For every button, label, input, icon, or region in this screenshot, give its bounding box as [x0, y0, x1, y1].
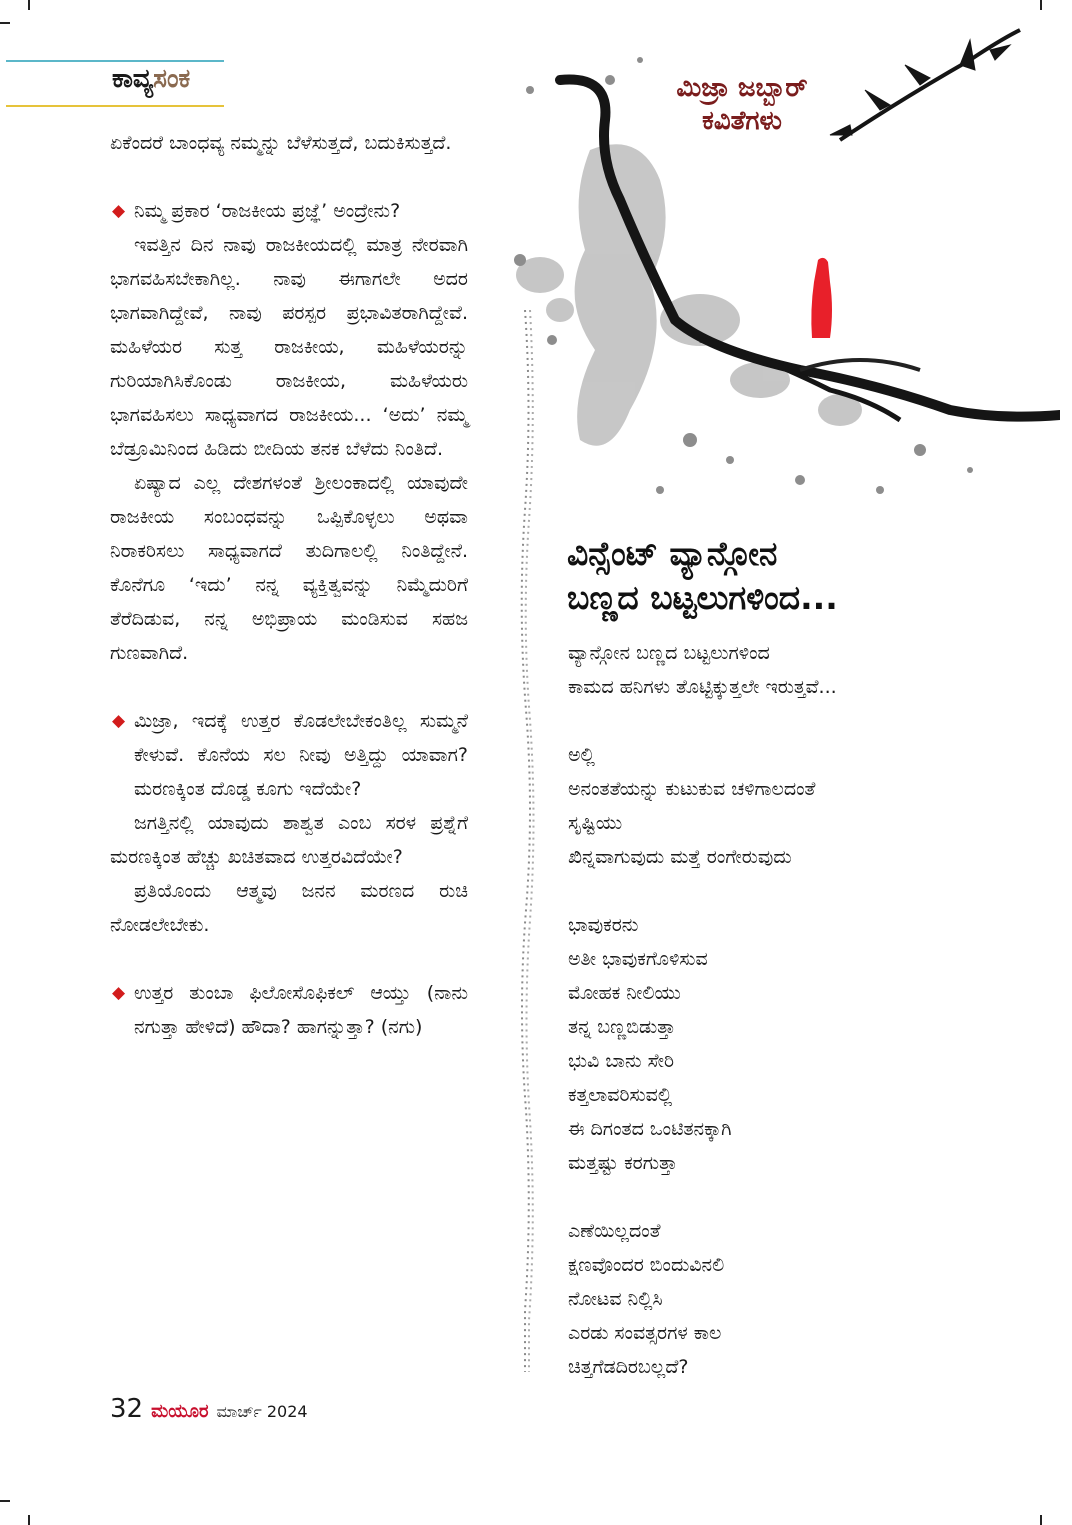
poem-line: ಎರಡು ಸಂವತ್ಸರಗಳ ಕಾಲ	[568, 1322, 722, 1344]
poem-line: ಕಾಮದ ಹನಿಗಳು ತೊಟ್ಟಿಕ್ಕುತ್ತಲೇ ಇರುತ್ತವೆ...	[568, 676, 837, 698]
poem-line: ಸೃಷ್ಟಿಯು	[568, 812, 623, 834]
poem-line: ತನ್ನ ಬಣ್ಣಬಿಡುತ್ತಾ	[568, 1016, 676, 1038]
poem-line: ಚಿತ್ತಗೆಡದಿರಬಲ್ಲದೆ?	[568, 1356, 689, 1378]
book-title	[642, 72, 842, 138]
answer-2-paragraph-1: ಜಗತ್ತಿನಲ್ಲಿ ಯಾವುದು ಶಾಶ್ವತ ಎಂಬ ಸರಳ ಪ್ರಶ್ನೆಗೆ ಮರಣಕ್ಕಿಂತ ಹೆಚ್ಚು ಖಚಿತವಾದ ಉತ್ತರವಿದೆಯೇ?	[110, 812, 468, 868]
answer-1-paragraph-2: ಏಷ್ಯಾದ ಎಲ್ಲ ದೇಶಗಳಂತೆ ಶ್ರೀಲಂಕಾದಲ್ಲಿ ಯಾವುದೇ ರಾಜಕೀಯ ಸಂಬಂಧವನ್ನು ಒಪ್ಪಿಕೊಳ್ಳಲು ಅಥವಾ ನಿರಾಕರಿಸಲು ಸಾಧ್ಯವಾಗದೆ ತುದಿಗಾಲಲ್ಲಿ ನಿಂತಿದ್ದೇನೆ. ಕೊನೆಗೂ ‘ಇದು’ ನನ್ನ ವ್ಯಕ್ತಿತ್ವವನ್ನು ನಿಮ್ಮೆದುರಿಗೆ ತೆರೆದಿಡುವ, ನನ್ನ ಅಭಿಪ್ರಾಯ ಮಂಡಿಸುವ ಸಹಜ ಗುಣವಾಗಿದೆ.	[110, 472, 468, 664]
poem-line: ಅತೀ ಭಾವುಕಗೊಳಿಸುವ	[568, 948, 708, 970]
answer-2-paragraph-2: ಪ್ರತಿಯೊಂದು ಆತ್ಮವು ಜನನ ಮರಣದ ರುಚಿ ನೋಡಲೇಬೇಕು.	[110, 880, 468, 936]
diamond-bullet-icon: ◆	[112, 983, 126, 1003]
question-1: ◆ ನಿಮ್ಮ ಪ್ರಕಾರ ‘ರಾಜಕೀಯ ಪ್ರಜ್ಞೆ’ ಅಂದ್ರೇನು?	[110, 194, 468, 228]
diamond-bullet-icon: ◆	[112, 201, 126, 221]
crop-mark	[1040, 0, 1042, 10]
book-title-line1: ಮಿಜ್ರಾ ಜಬ್ಬಾರ್	[676, 73, 808, 103]
page-footer	[110, 1394, 308, 1424]
section-title-part1: ಕಾವ್ಯ	[112, 64, 154, 94]
poem-line: ಕ್ಷಣವೊಂದರ ಬಿಂದುವಿನಲಿ	[568, 1254, 725, 1276]
crop-mark	[0, 22, 10, 24]
answer-1-paragraph-1: ಇವತ್ತಿನ ದಿನ ನಾವು ರಾಜಕೀಯದಲ್ಲಿ ಮಾತ್ರ ನೇರವಾಗಿ ಭಾಗವಹಿಸಬೇಕಾಗಿಲ್ಲ. ನಾವು ಈಗಾಗಲೇ ಅದರ ಭಾಗವಾಗಿದ್ದೇವೆ, ನಾವು ಪರಸ್ಪರ ಪ್ರಭಾವಿತರಾಗಿದ್ದೇವೆ. ಮಹಿಳೆಯರ ಸುತ್ತ ರಾಜಕೀಯ, ಮಹಿಳೆಯರನ್ನು ಗುರಿಯಾಗಿಸಿಕೊಂಡು ರಾಜಕೀಯ, ಮಹಿಳೆಯರು ಭಾಗವಹಿಸಲು ಸಾಧ್ಯವಾಗದ ರಾಜಕೀಯ... ‘ಅದು’ ನಮ್ಮ ಬೆಡ್ರೂಮಿನಿಂದ ಹಿಡಿದು ಬೀದಿಯ ತನಕ ಬೆಳೆದು ನಿಂತಿದೆ.	[110, 234, 468, 460]
intro-paragraph: ಏಕೆಂದರೆ ಬಾಂಧವ್ಯ ನಮ್ಮನ್ನು ಬೆಳೆಸುತ್ತದೆ, ಬದುಕಿಸುತ್ತದೆ.	[110, 132, 452, 154]
section-rule-bottom	[6, 105, 224, 107]
poem-title-line2: ಬಣ್ಣದ ಬಟ್ಟಲುಗಳಿಂದ...	[567, 578, 838, 617]
poem-line: ಈ ದಿಗಂತದ ಒಂಟಿತನಕ್ಕಾಗಿ	[568, 1118, 732, 1140]
diamond-bullet-icon: ◆	[112, 711, 126, 731]
poem-line: ಎಣೆಯಿಲ್ಲದಂತೆ	[568, 1220, 661, 1242]
poem-line	[568, 704, 1008, 738]
crop-mark	[28, 0, 30, 10]
poem-line: ಕತ್ತಲಾವರಿಸುವಲ್ಲಿ	[568, 1084, 673, 1106]
poem-line	[568, 874, 1008, 908]
poem-line: ಖಿನ್ನವಾಗುವುದು ಮತ್ತೆ ರಂಗೇರುವುದು	[568, 846, 792, 868]
question-3: ◆ ಉತ್ತರ ತುಂಬಾ ಫಿಲೋಸೊಫಿಕಲ್ ಆಯ್ತು (ನಾನು ನಗುತ್ತಾ ಹೇಳಿದೆ) ಹೌದಾ? ಹಾಗನ್ನುತ್ತಾ? (ನಗು)	[110, 976, 468, 1044]
interview-column	[110, 126, 468, 1044]
poem-line: ಮೋಹಕ ನೀಲಿಯು	[568, 982, 681, 1004]
issue-date: ಮಾರ್ಚ್ 2024	[216, 1402, 308, 1421]
section-rule-top	[6, 60, 224, 62]
question-2: ◆ ಮಿಜ್ರಾ, ಇದಕ್ಕೆ ಉತ್ತರ ಕೊಡಲೇಬೇಕಂತಿಲ್ಲ ಸುಮ್ಮನೆ ಕೇಳುವೆ. ಕೊನೆಯ ಸಲ ನೀವು ಅತ್ತಿದ್ದು ಯಾವಾಗ? ಮರಣಕ್ಕಿಂತ ದೊಡ್ಡ ಕೂಗು ಇದೆಯೇ?	[110, 704, 468, 806]
poem-line: ಭುವಿ ಬಾನು ಸೇರಿ	[568, 1050, 674, 1072]
poem-title	[567, 532, 838, 620]
poem-line: ಅನಂತತೆಯನ್ನು ಕುಟುಕುವ ಚಳಿಗಾಲದಂತೆ	[568, 778, 816, 800]
section-title-part2: ಸಂಕ	[153, 64, 191, 94]
crop-mark	[0, 1500, 10, 1502]
poem-line	[568, 1180, 1008, 1214]
poem-line: ನೋಟವ ನಿಲ್ಲಿಸಿ	[568, 1288, 663, 1310]
page-number: 32	[110, 1394, 144, 1424]
crop-mark	[28, 1515, 30, 1525]
crop-mark	[1040, 1515, 1042, 1525]
poem-title-line1: ವಿನ್ಸೆಂಟ್ ವ್ಯಾನ್ಗೋನ	[567, 534, 778, 573]
poem-line: ವ್ಯಾನ್ಗೋನ ಬಣ್ಣದ ಬಟ್ಟಲುಗಳಿಂದ	[568, 642, 770, 664]
magazine-name: ಮಯೂರ	[151, 1401, 209, 1422]
book-title-line2: ಕವಿತೆಗಳು	[702, 106, 782, 136]
section-title	[112, 64, 190, 95]
poem-line: ಮತ್ತಷ್ಟು ಕರಗುತ್ತಾ	[568, 1152, 678, 1174]
poem-body	[568, 636, 1008, 1384]
poem-line: ಅಲ್ಲಿ	[568, 744, 595, 766]
poem-line: ಭಾವುಕರನು	[568, 914, 639, 936]
